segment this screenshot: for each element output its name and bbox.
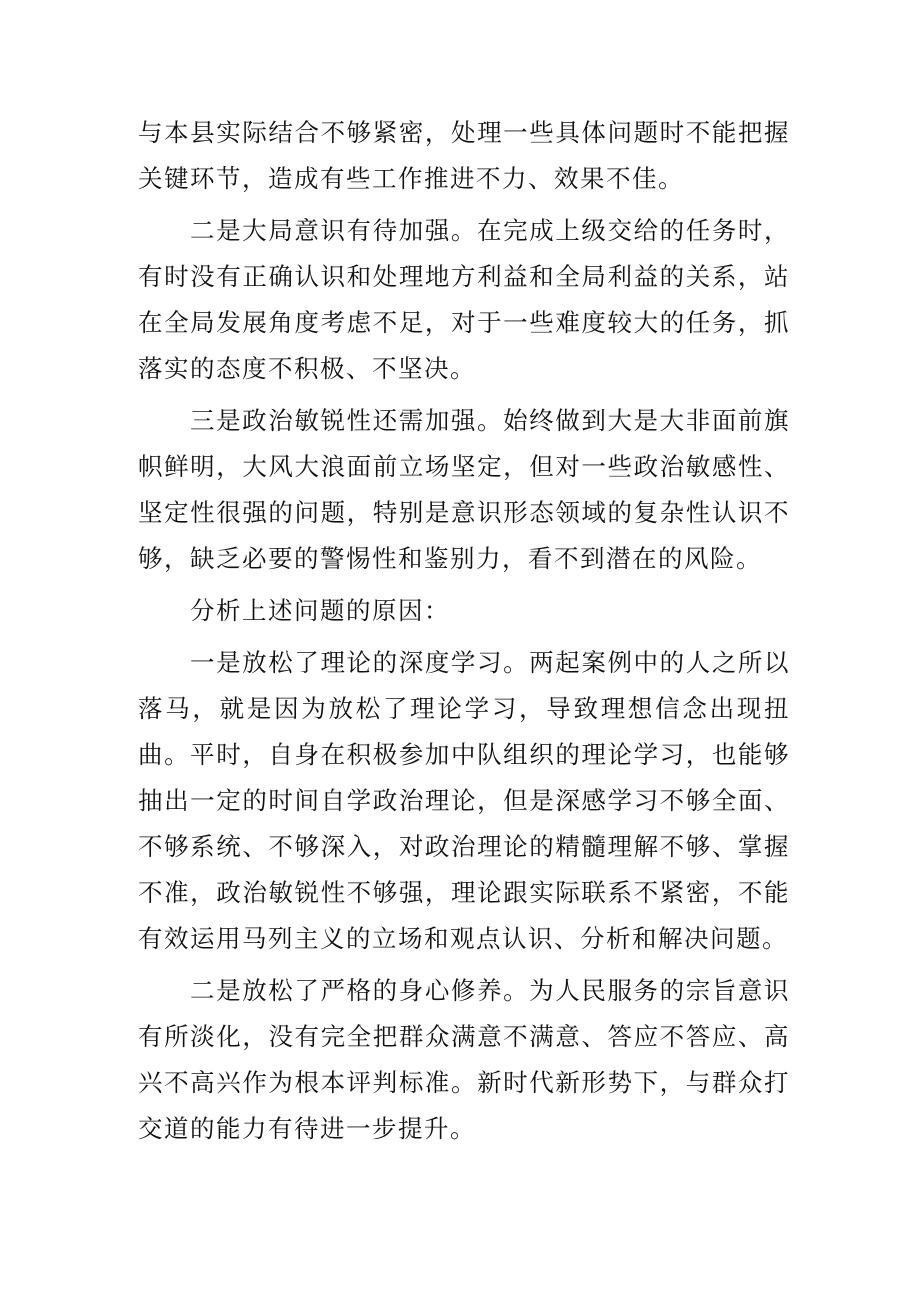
paragraph-self-cultivation: 二是放松了严格的身心修养。为人民服务的宗旨意识有所淡化，没有完全把群众满意不满意、答应不答应、高兴不高兴作为根本评判标准。新时代新形势下，与群众打交道的能力有待进一步提升。 — [138, 976, 790, 1143]
paragraph-overall-awareness: 二是大局意识有待加强。在完成上级交给的任务时，有时没有正确认识和处理地方利益和全局利益的关系，站在全局发展角度考虑不足，对于一些难度较大的任务，抓落实的态度不积极、不坚决。 — [138, 216, 790, 383]
paragraph-political-sensitivity: 三是政治敏锐性还需加强。始终做到大是大非面前旗帜鲜明，大风大浪面前立场坚定，但对一些政治敏感性、坚定性很强的问题，特别是意识形态领域的复杂性认识不够，缺乏必要的警惕性和鉴别力，看不到潜在的风险。 — [138, 406, 790, 573]
document-body — [138, 110, 790, 1152]
paragraph-continuation: 与本县实际结合不够紧密，处理一些具体问题时不能把握关键环节，造成有些工作推进不力、效果不佳。 — [138, 118, 790, 193]
paragraph-cause-heading: 分析上述问题的原因： — [190, 596, 450, 625]
paragraph-theory-study: 一是放松了理论的深度学习。两起案例中的人之所以落马，就是因为放松了理论学习，导致理想信念出现扭曲。平时，自身在积极参加中队组织的理论学习，也能够抽出一定的时间自学政治理论，但是深感学习不够全面、不够系统、不够深入，对政治理论的精髓理解不够、掌握不准，政治敏锐性不够强，理论跟实际联系不紧密，不能有效运用马列主义的立场和观点认识、分析和解决问题。 — [138, 648, 790, 953]
